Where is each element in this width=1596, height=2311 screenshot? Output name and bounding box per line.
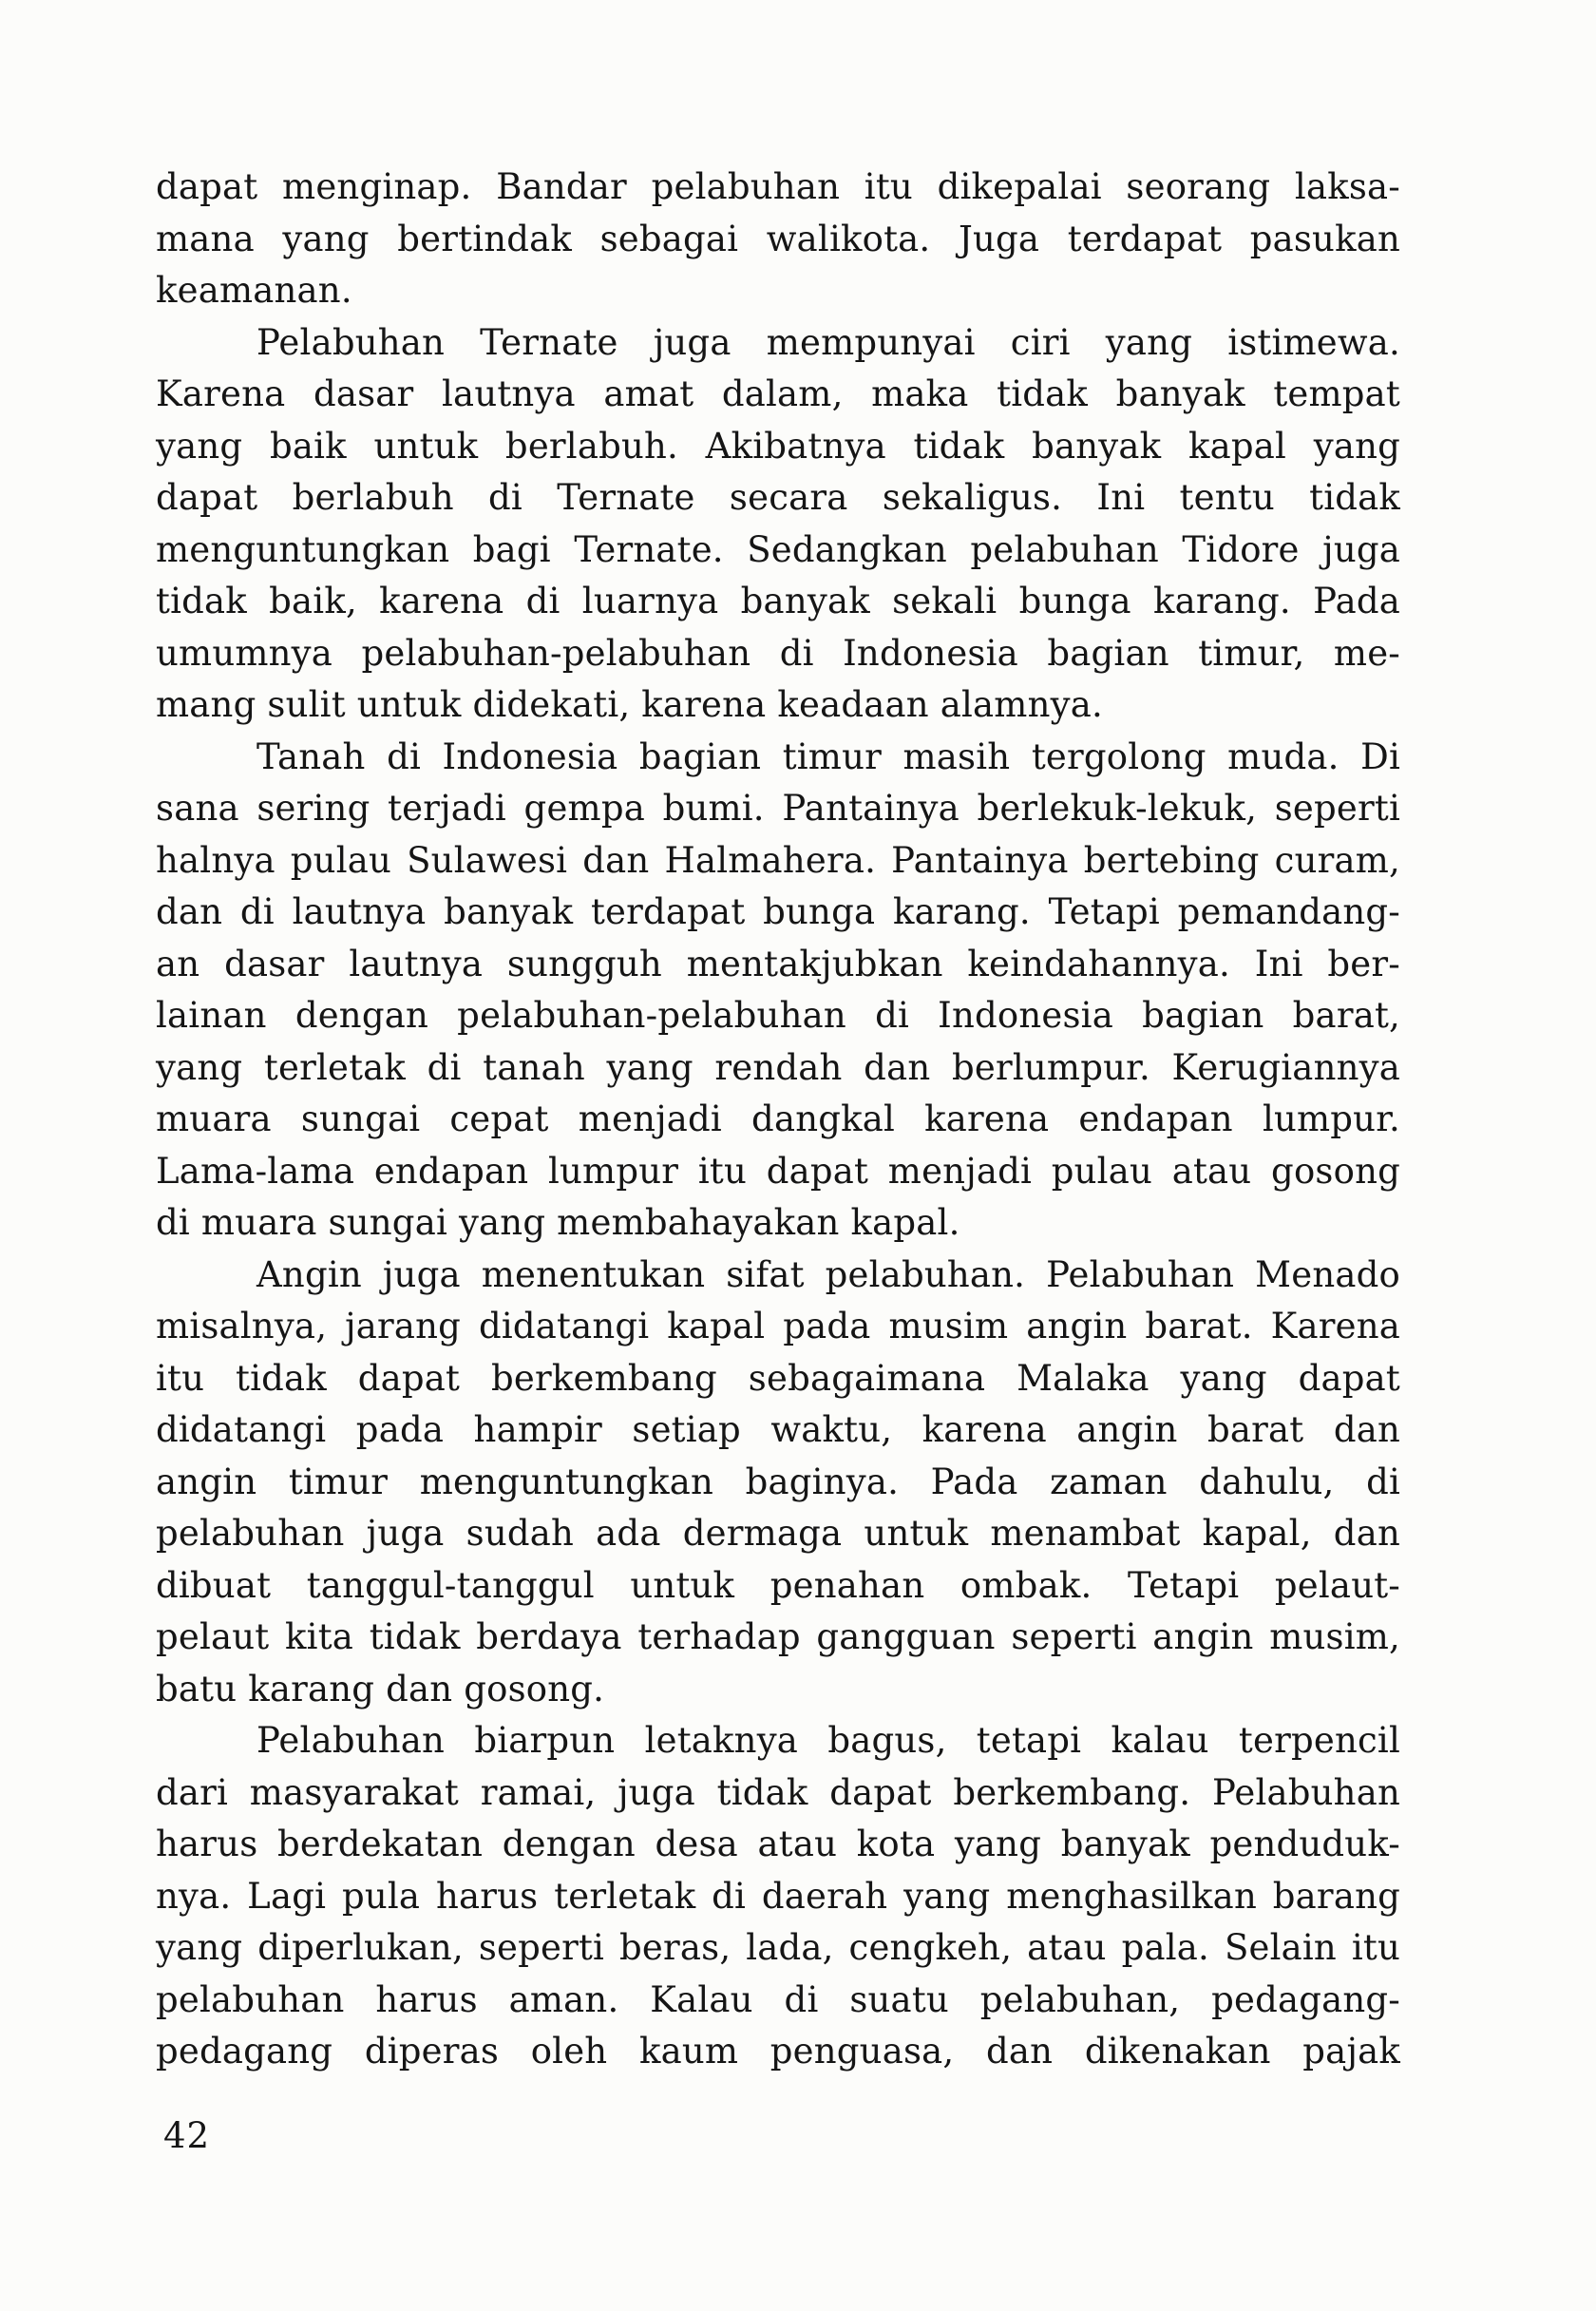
paragraph-4 xyxy=(156,1250,1400,1716)
text-line: dan di lautnya banyak terdapat bunga karang. Tetapi pemandang- xyxy=(156,891,1400,932)
text-line: yang baik untuk berlabuh. Akibatnya tidak banyak kapal yang xyxy=(156,425,1400,467)
text-line: nya. Lagi pula harus terletak di daerah yang menghasilkan barang xyxy=(156,1875,1400,1917)
text-line: dibuat tanggul-tanggul untuk penahan ombak. Tetapi pelaut- xyxy=(156,1564,1400,1606)
text-line: misalnya, jarang didatangi kapal pada musim angin barat. Karena xyxy=(156,1306,1400,1346)
text-line: pelaut kita tidak berdaya terhadap gangguan seperti angin musim, xyxy=(156,1616,1400,1657)
text-line: batu karang dan gosong. xyxy=(156,1668,605,1709)
text-line: dapat menginap. Bandar pelabuhan itu dikepalai seorang laksa- xyxy=(156,166,1400,207)
text-line: pelabuhan harus aman. Kalau di suatu pelabuhan, pedagang- xyxy=(156,1978,1400,2020)
text-line: Pelabuhan biarpun letaknya bagus, tetapi kalau terpencil xyxy=(256,1720,1400,1761)
text-line: dapat berlabuh di Ternate secara sekaligus. Ini tentu tidak xyxy=(156,477,1400,518)
text-line: itu tidak dapat berkembang sebagaimana Malaka yang dapat xyxy=(156,1357,1400,1399)
text-line: Pelabuhan Ternate juga mempunyai ciri yang istimewa. xyxy=(256,321,1400,363)
text-line: menguntungkan bagi Ternate. Sedangkan pelabuhan Tidore juga xyxy=(156,528,1400,570)
text-line: keamanan. xyxy=(156,270,352,311)
text-line: pelabuhan juga sudah ada dermaga untuk menambat kapal, dan xyxy=(156,1513,1400,1554)
text-line: halnya pulau Sulawesi dan Halmahera. Pantainya bertebing curam, xyxy=(156,839,1400,881)
paragraph-2 xyxy=(156,317,1400,732)
text-line: Tanah di Indonesia bagian timur masih tergolong muda. Di xyxy=(256,735,1400,777)
text-line: didatangi pada hampir setiap waktu, karena angin barat dan xyxy=(156,1409,1400,1450)
text-line: mang sulit untuk didekati, karena keadaan alamnya. xyxy=(156,684,1103,725)
text-line: Angin juga menentukan sifat pelabuhan. Pelabuhan Menado xyxy=(256,1253,1400,1295)
body-text xyxy=(156,162,1400,2078)
text-line: lainan dengan pelabuhan-pelabuhan di Indonesia bagian barat, xyxy=(156,995,1400,1036)
text-line: pedagang diperas oleh kaum penguasa, dan dikenakan pajak xyxy=(156,2031,1400,2072)
text-line: di muara sungai yang membahayakan kapal. xyxy=(156,1202,960,1243)
text-line: muara sungai cepat menjadi dangkal karena endapan lumpur. xyxy=(156,1098,1400,1139)
page-number: 42 xyxy=(163,2115,211,2156)
text-line: yang terletak di tanah yang rendah dan berlumpur. Kerugiannya xyxy=(156,1046,1400,1088)
text-line: dari masyarakat ramai, juga tidak dapat berkembang. Pelabuhan xyxy=(156,1771,1400,1813)
text-line: angin timur menguntungkan baginya. Pada zaman dahulu, di xyxy=(156,1461,1400,1502)
text-line: yang diperlukan, seperti beras, lada, cengkeh, atau pala. Selain itu xyxy=(156,1927,1400,1968)
text-line: Karena dasar lautnya amat dalam, maka tidak banyak tempat xyxy=(156,373,1400,414)
text-line: harus berdekatan dengan desa atau kota yang banyak penduduk- xyxy=(156,1824,1400,1864)
text-line: tidak baik, karena di luarnya banyak sekali bunga karang. Pada xyxy=(156,581,1400,621)
paragraph-1 xyxy=(156,162,1400,317)
text-line: an dasar lautnya sungguh mentakjubkan keindahannya. Ini ber- xyxy=(156,943,1400,984)
paragraph-3 xyxy=(156,732,1400,1250)
text-line: mana yang bertindak sebagai walikota. Juga terdapat pasukan xyxy=(156,218,1400,259)
text-line: Lama-lama endapan lumpur itu dapat menjadi pulau atau gosong xyxy=(156,1150,1400,1192)
text-line: umumnya pelabuhan-pelabuhan di Indonesia bagian timur, me- xyxy=(156,632,1400,674)
paragraph-5 xyxy=(156,1715,1400,2078)
text-line: sana sering terjadi gempa bumi. Pantainya berlekuk-lekuk, seperti xyxy=(156,788,1400,829)
